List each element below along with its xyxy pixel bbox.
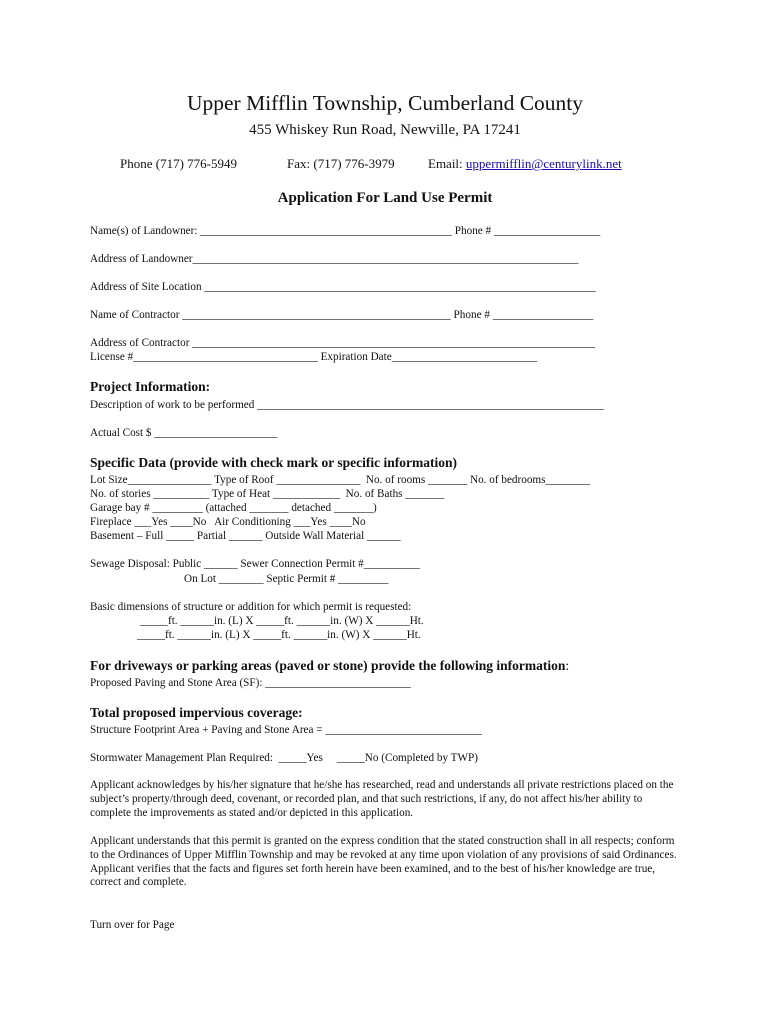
township-title: Upper Mifflin Township, Cumberland County xyxy=(186,91,584,115)
form-title: Application For Land Use Permit xyxy=(277,190,493,206)
acknowledgement-paragraph: Applicant acknowledges by his/her signature that he/she has researched, read and understands all private restrictions placed on the subject’s property/through deed, covenant, or recorded plan, and that such restrictions, if any, do not affect his/her ability to complete the improvements as stated and/or depicted in this application. xyxy=(90,779,674,819)
dimensions-line-2[interactable]: _____ft. ______in. (L) X _____ft. ______in. (W) X ______Ht. xyxy=(137,629,421,641)
license-field[interactable]: License #_________________________________ Expiration Date__________________________ xyxy=(90,351,538,363)
driveways-heading-colon: : xyxy=(565,658,570,673)
email-label: Email: xyxy=(428,156,466,171)
dimensions-intro: Basic dimensions of structure or addition for which permit is requested: xyxy=(90,601,412,613)
sewage-onlot-field[interactable]: On Lot ________ Septic Permit # _________ xyxy=(184,573,389,585)
understanding-paragraph: Applicant understands that this permit is granted on the express condition that the stated construction shall in all respects; conform to the Ordinances of Upper Mifflin Township and may be revoked at any time upon violation of any provisions of said Ordinances. Applicant verifies that the facts and figures set forth herein have been examined, and to the best of his/her knowledge are true, correct and complete. xyxy=(90,835,677,889)
township-address: 455 Whiskey Run Road, Newville, PA 17241 xyxy=(249,122,521,138)
email-contact xyxy=(428,156,622,172)
site-address-field[interactable]: Address of Site Location ______________________________________________________________________ xyxy=(90,281,596,293)
specific-line-stories[interactable]: No. of stories __________ Type of Heat ____________ No. of Baths _______ xyxy=(90,488,445,500)
coverage-field[interactable]: Structure Footprint Area + Paving and Stone Area = ____________________________ xyxy=(90,724,483,736)
work-description-field[interactable]: Description of work to be performed ______________________________________________________________ xyxy=(90,399,604,411)
paving-area-field[interactable]: Proposed Paving and Stone Area (SF): __________________________ xyxy=(90,677,411,689)
actual-cost-field[interactable]: Actual Cost $ ______________________ xyxy=(90,427,278,439)
contractor-field[interactable]: Name of Contractor ________________________________________________ Phone # __________________ xyxy=(90,309,594,321)
stormwater-field[interactable]: Stormwater Management Plan Required: _____Yes _____No (Completed by TWP) xyxy=(90,752,478,764)
specific-line-garage[interactable]: Garage bay # _________ (attached _______ detached _______) xyxy=(90,502,377,514)
sewage-public-field[interactable]: Sewage Disposal: Public ______ Sewer Connection Permit #__________ xyxy=(90,558,420,570)
turn-over-note: Turn over for Page xyxy=(90,919,175,931)
dimensions-line-1[interactable]: _____ft. ______in. (L) X _____ft. ______in. (W) X ______Ht. xyxy=(140,615,424,627)
project-heading: Project Information: xyxy=(90,379,211,394)
driveways-heading xyxy=(90,658,569,674)
phone-number: Phone (717) 776-5949 xyxy=(120,156,237,171)
email-link[interactable]: uppermifflin@centurylink.net xyxy=(465,156,622,171)
fax-number: Fax: (717) 776-3979 xyxy=(287,156,395,171)
specific-line-basement[interactable]: Basement – Full _____ Partial ______ Outside Wall Material ______ xyxy=(90,530,401,542)
driveways-heading-text: For driveways or parking areas (paved or stone) provide the following information xyxy=(90,658,566,673)
landowner-field[interactable]: Name(s) of Landowner: _____________________________________________ Phone # ___________________ xyxy=(90,225,601,237)
specific-line-fireplace[interactable]: Fireplace ___Yes ____No Air Conditioning ___Yes ____No xyxy=(90,516,366,528)
landowner-address-field[interactable]: Address of Landowner_____________________________________________________________________ xyxy=(90,253,579,265)
specific-data-heading: Specific Data (provide with check mark or specific information) xyxy=(90,455,457,470)
contractor-address-field[interactable]: Address of Contractor ________________________________________________________________________ xyxy=(90,337,595,349)
specific-line-lot[interactable]: Lot Size_______________ Type of Roof _______________ No. of rooms _______ No. of bedrooms________ xyxy=(90,474,591,486)
coverage-heading: Total proposed impervious coverage: xyxy=(90,705,303,720)
